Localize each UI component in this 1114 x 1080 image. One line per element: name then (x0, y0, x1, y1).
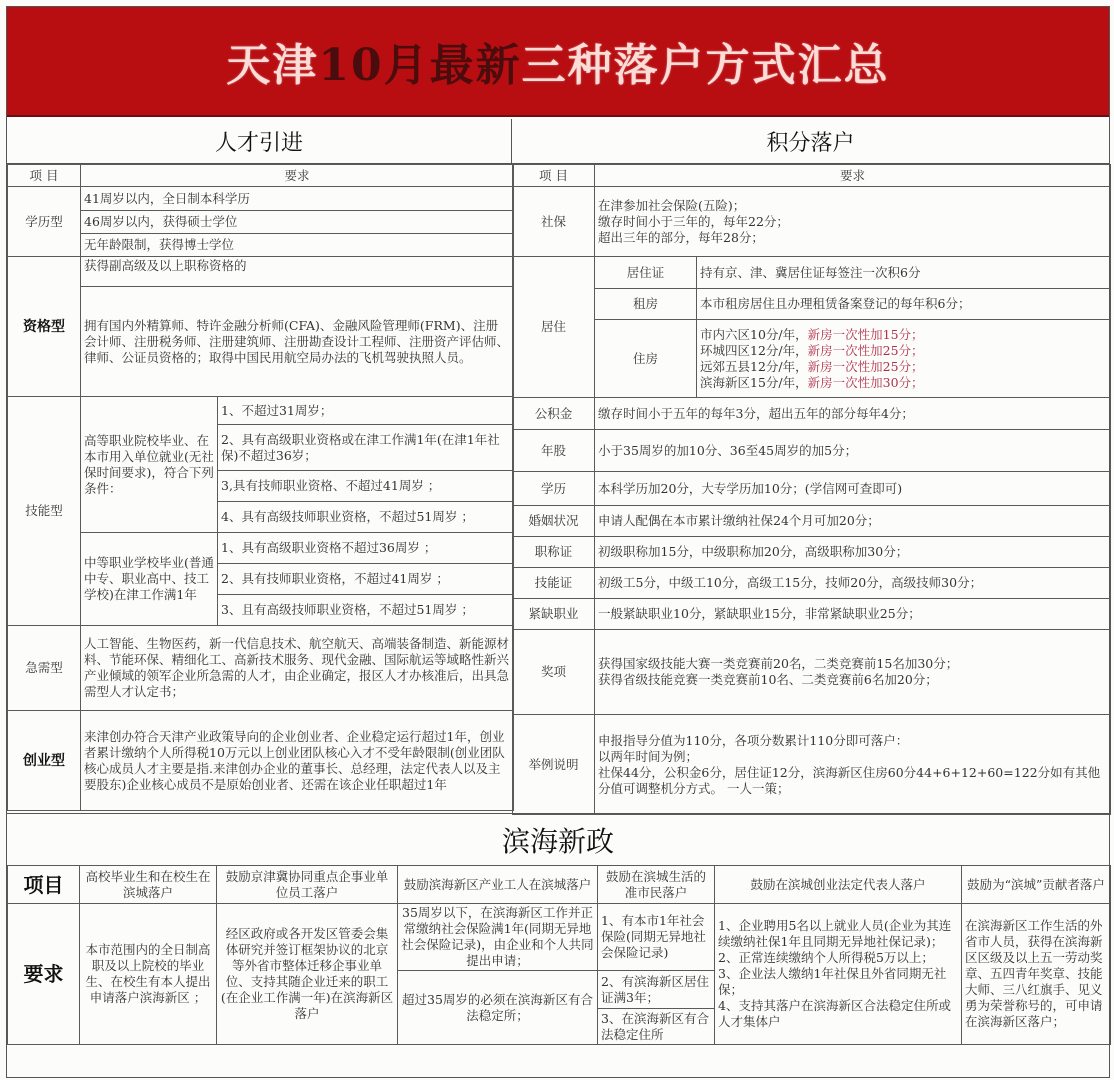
page-title (226, 29, 889, 93)
housing-base: 滨海新区15分/年， (700, 374, 808, 390)
example-label: 举例说明 (513, 715, 595, 815)
example-text (595, 715, 1111, 815)
title-banner (7, 7, 1109, 117)
binhai-req-label: 要求 (8, 904, 80, 1045)
example-line: 以两年时间为例； (598, 748, 699, 764)
talent-col-req: 要求 (81, 165, 514, 187)
row-label: 紧缺职业 (513, 599, 595, 630)
social-text (595, 187, 1111, 257)
skill-item: 1、具有高级职业资格不超过36周岁 ； (218, 533, 514, 564)
row-text: 初级工5分，中级工10分，高级工15分，技师20分，高级技师30分； (595, 568, 1111, 599)
social-line: 缴存时间小于三年的，每年22分； (598, 213, 789, 229)
housing-base: 环城四区12分/年， (700, 342, 808, 358)
social-label: 社保 (513, 187, 595, 257)
row-label: 学历 (513, 472, 595, 506)
housing-text (697, 320, 1111, 398)
housing-extra: 新房一次性加15分； (807, 326, 924, 342)
policy-sheet (6, 6, 1110, 1078)
awards-line: 获得国家级技能大赛一类竞赛前20名，二类竞赛前15名加30分； (598, 656, 959, 671)
binhai-req-col4: 2、有滨海新区居住证满3年； (598, 971, 715, 1009)
skill-item: 2、具有高级职业资格或在津工作满1年(在津1年社保)不超过36岁； (218, 425, 514, 471)
binhai-table (7, 865, 1111, 1045)
row-label: 公积金 (513, 398, 595, 430)
skill-label: 技能型 (8, 397, 81, 626)
binhai-col5-line: 3、企业法人缴纳1年社保且外省同期无社保； (718, 966, 947, 997)
points-col-req: 要求 (595, 165, 1111, 187)
points-table (512, 164, 1111, 815)
binhai-req-col3: 35周岁以下，在滨海新区工作并正常缴纳社会保险满1年(同期无异地社会保险记录)，由企业和个人共同提出申请； (398, 904, 598, 971)
title-part-summary: 三种落户方式汇总 (521, 40, 890, 91)
qual-row: 拥有国内外精算师、特许金融分析师(CFA)、金融风险管理师(FRM)、注册会计师、注册税务师、注册建筑师、注册勘查设计工程师、注册资产评估师、律师、公证员资格的；取得中国民用航空局办法的飞机驾驶执照人员。 (81, 287, 514, 397)
awards-text (595, 630, 1111, 715)
binhai-heading: 滨海新政 (7, 813, 1109, 865)
talent-heading: 人才引进 (7, 119, 512, 164)
row-text: 申请人配偶在本市累计缴纳社保24个月可加20分； (595, 506, 1111, 537)
social-line: 在津参加社会保险(五险)； (598, 197, 746, 213)
startup-text: 来津创办符合天津产业政策导向的企业创业者、企业稳定运行超过1年，创业者累计缴纳个人所得税10万元以上创业团队核心入才不受年龄限制(创业团队核心成员人才主要是指.来津创办企业的董事长、总经理，法定代表人以及主要股东)企业核心成员不是原始创业者、还需在该企业任职超过1年 (81, 711, 514, 811)
row-text: 本科学历加20分，大专学历加10分；(学信网可查即可) (595, 472, 1111, 506)
talent-col-item: 项 目 (8, 165, 81, 187)
binhai-col: 鼓励京津冀协同重点企事业单位员工落户 (217, 866, 398, 904)
row-text: 一般紧缺职业10分，紧缺职业15分，非常紧缺职业25分； (595, 599, 1111, 630)
binhai-col5-line: 2、正常连续缴纳个人所得税5万以上； (718, 950, 934, 965)
edu-label: 学历型 (8, 187, 81, 257)
binhai-col5-line: 4、支持其落户在滨海新区合法稳定住所或人才集体户 (718, 998, 951, 1029)
binhai-col: 鼓励在滨城创业法定代表人落户 (715, 866, 962, 904)
housing-extra: 新房一次性加25分； (807, 342, 924, 358)
skill-group1-desc: 高等职业院校毕业、在本市用入单位就业(无社保时间要求)，符合下列条件： (81, 397, 218, 533)
social-line: 超出三年的部分，每年28分； (598, 229, 764, 245)
binhai-req-col3: 超过35周岁的必须在滨海新区有合法稳定所； (398, 971, 598, 1045)
row-text: 小于35周岁的加10分、36至45周岁的加5分； (595, 430, 1111, 472)
example-line: 申报指导分值为110分，各项分数累计110分即可落户： (598, 732, 909, 748)
binhai-col: 鼓励滨海新区产业工人在滨城落户 (398, 866, 598, 904)
startup-label: 创业型 (8, 711, 81, 811)
binhai-col-item: 项目 (8, 866, 80, 904)
points-col-item: 项 目 (513, 165, 595, 187)
edu-row: 41周岁以内，全日制本科学历 (81, 187, 514, 211)
edu-row: 46周岁以内，获得硕士学位 (81, 211, 514, 234)
talent-table (7, 164, 514, 811)
awards-label: 奖项 (513, 630, 595, 715)
binhai-req-col4: 3、在滨海新区有合法稳定住所 (598, 1009, 715, 1045)
binhai-req-col4: 1、有本市1年社会保险(同期无异地社会保险记录) (598, 904, 715, 971)
binhai-req-col1: 本市范围内的全日制高职及以上院校的毕业生、在校生有本人提出申请落户滨海新区 ； (80, 904, 217, 1045)
binhai-col: 鼓励在滨城生活的准市民落户 (598, 866, 715, 904)
skill-item: 3,具有技师职业资格、不超过41周岁 ； (218, 471, 514, 502)
qual-label: 资格型 (8, 257, 81, 397)
binhai-col: 鼓励为“滨城”贡献者落户 (962, 866, 1111, 904)
row-label: 婚姻状况 (513, 506, 595, 537)
binhai-req-col2: 经区政府或各开发区管委会集体研究并签订框架协议的北京等外省市整体迁移企事业单位、支持其随企业迁来的职工(在企业工作满一年)在滨海新区落户 (217, 904, 398, 1045)
skill-item: 4、具有高级技师职业资格，不超过51周岁 ； (218, 502, 514, 533)
binhai-col: 高校毕业生和在校生在滨城落户 (80, 866, 217, 904)
row-text: 初级职称加15分，中级职称加20分，高级职称加30分； (595, 537, 1111, 568)
skill-item: 1、不超过31周岁； (218, 397, 514, 425)
row-label: 职称证 (513, 537, 595, 568)
row-text: 缴存时间小于五年的每年3分，超出五年的部分每年4分； (595, 398, 1111, 430)
row-label: 年股 (513, 430, 595, 472)
binhai-col5-line: 1、企业聘用5名以上就业人员(企业为其连续缴纳社保1年且同期无异地社保记录)； (718, 918, 952, 949)
skill-item: 3、且有高级技师职业资格，不超过51周岁 ； (218, 595, 514, 626)
row-label: 技能证 (513, 568, 595, 599)
skill-group2-desc: 中等职业学校毕业(普通中专、职业高中、技工学校)在津工作满1年 (81, 533, 218, 626)
rent-label: 租房 (595, 289, 697, 320)
title-part-tianjin: 天津 (226, 40, 319, 91)
housing-extra: 新房一次性加25分； (807, 358, 924, 374)
qual-row: 获得副高级及以上职称资格的 (81, 257, 514, 287)
housing-base: 远郊五县12分/年， (700, 358, 808, 374)
points-heading: 积分落户 (512, 119, 1109, 164)
urgent-label: 急需型 (8, 626, 81, 711)
skill-item: 2、具有技师职业资格，不超过41周岁 ； (218, 564, 514, 595)
housing-extra: 新房一次性加30分； (807, 374, 924, 390)
example-line: 社保44分，公积金6分，居住证12分，滨海新区住房60分44+6+12+60=122分如有其他分值可调整机分方式。 一人一策； (598, 764, 1101, 796)
permit-label: 居住证 (595, 257, 697, 289)
permit-text: 持有京、津、冀居住证每签注一次积6分 (697, 257, 1111, 289)
edu-row: 无年龄限制，获得博士学位 (81, 234, 514, 257)
awards-line: 获得省级技能竞赛一类竞赛前10名、二类竞赛前6名加20分； (598, 672, 938, 687)
title-part-latest: 10月最新 (318, 40, 522, 91)
housing-label: 住房 (595, 320, 697, 398)
rent-text: 本市租房居住且办理租赁备案登记的每年积6分； (697, 289, 1111, 320)
residence-label: 居住 (513, 257, 595, 398)
binhai-req-col5 (715, 904, 962, 1045)
urgent-text: 人工智能、生物医药，新一代信息技术、航空航天、高端装备制造、新能源材料、节能环保、精细化工、高新技术服务、现代金融、国际航运等域略性新兴产业倾域的领军企业所急需的人才，由企业确定，报区人才办核准后，出具急需型人才认定书； (81, 626, 514, 711)
housing-base: 市内六区10分/年， (700, 326, 808, 342)
binhai-req-col6: 在滨海新区工作生活的外省市人员，获得在滨海新区区级及以上五一劳动奖章、五四青年奖章、技能大师、三八红旗手、见义勇为荣誉称号的，可申请在滨海新区落户； (962, 904, 1111, 1045)
